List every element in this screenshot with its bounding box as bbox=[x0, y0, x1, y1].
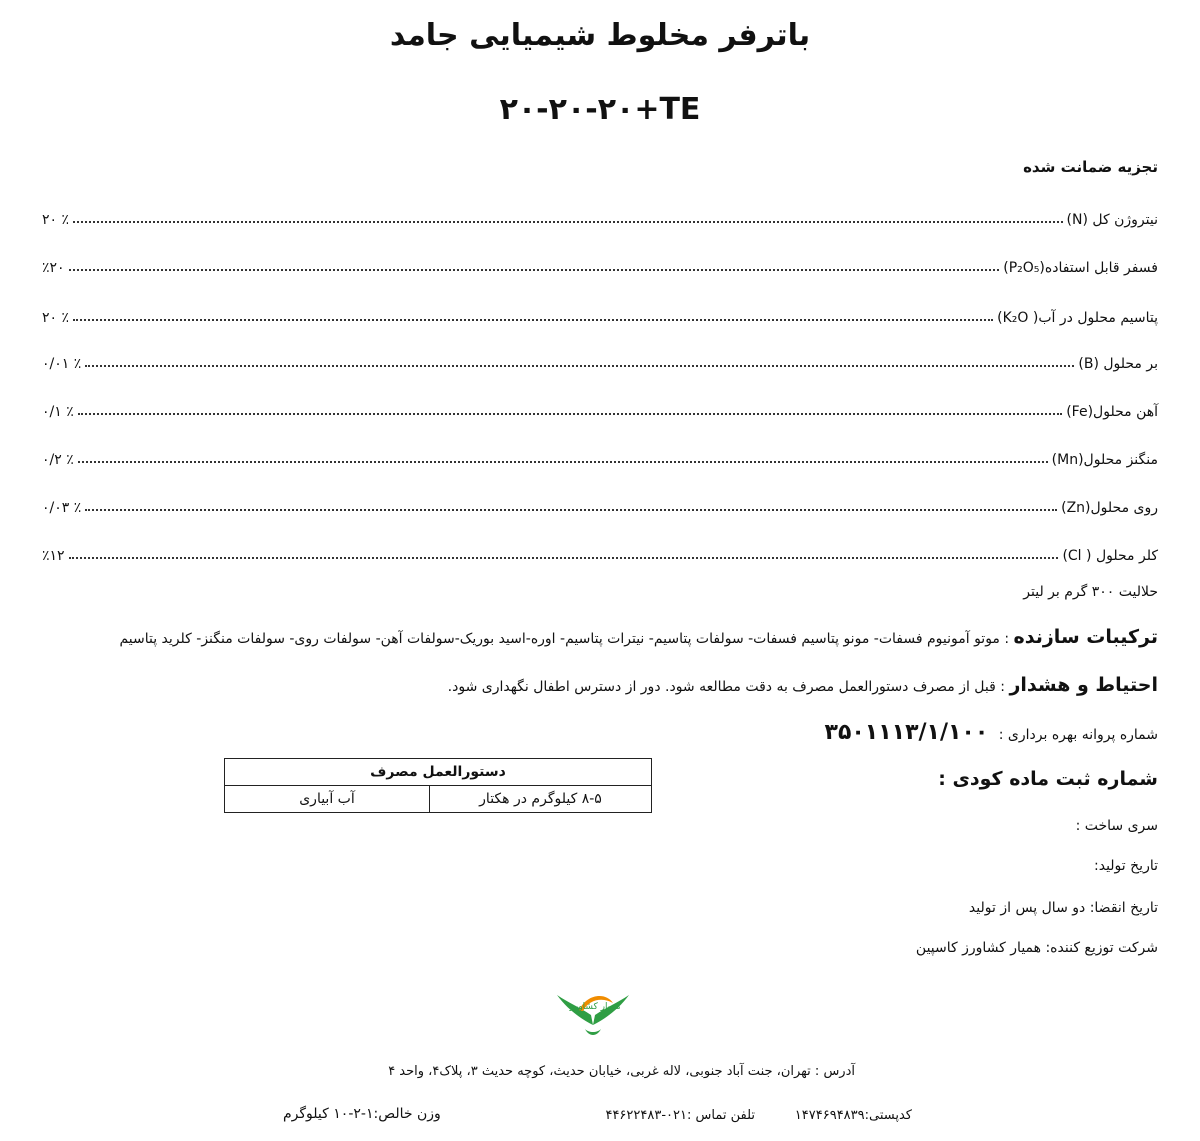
analysis-row-potassium bbox=[42, 302, 1158, 326]
solubility-text: حلالیت ۳۰۰ گرم بر لیتر bbox=[1023, 584, 1158, 600]
analysis-value: ٪ ۰/۱ bbox=[42, 404, 74, 420]
ingredients-line bbox=[119, 626, 1158, 648]
batch-text: سری ساخت : bbox=[1075, 818, 1158, 834]
analysis-label: روی محلول(Zn) bbox=[1061, 500, 1158, 516]
analysis-row-nitrogen bbox=[42, 204, 1158, 228]
dot-leader bbox=[69, 557, 1059, 559]
ingredients-text: : موتو آمونیوم فسفات- مونو پتاسیم فسفات- سولفات پتاسیم- نیترات پتاسیم- اوره-اسید بوریک-سولفات آهن- سولفات روی- سولفات منگنز- کلرید پتاسیم bbox=[119, 631, 1010, 647]
address-text: آدرس : تهران، جنت آباد جنوبی، لاله غربی، خیابان حدیث، کوچه حدیث ۳، پلاک۴، واحد ۴ bbox=[388, 1064, 855, 1079]
caution-line bbox=[448, 674, 1158, 696]
dot-leader bbox=[78, 461, 1048, 463]
analysis-label: نیتروژن کل (N) bbox=[1066, 212, 1158, 228]
analysis-row-boron bbox=[42, 348, 1158, 372]
registration-line bbox=[938, 768, 1158, 790]
expiry-text: تاریخ انقضا: دو سال پس از تولید bbox=[968, 900, 1158, 916]
logo-text: همیار کشاورز bbox=[569, 1002, 621, 1012]
usage-rate-cell: ۸-۵ کیلوگرم در هکتار bbox=[429, 786, 651, 813]
usage-method-cell: آب آبیاری bbox=[225, 786, 430, 813]
phone-text: تلفن تماس :۰۲۱-۴۴۶۲۲۴۸۳ bbox=[605, 1108, 755, 1123]
usage-table bbox=[224, 758, 652, 813]
distributor-text: شرکت توزیع کننده: همیار کشاورز کاسپین bbox=[915, 940, 1158, 956]
analysis-label: بر محلول (B) bbox=[1078, 356, 1158, 372]
dot-leader bbox=[85, 509, 1057, 511]
production-date-text: تاریخ تولید: bbox=[1094, 858, 1158, 874]
document-title: باترفر مخلوط شیمیایی جامد bbox=[389, 18, 811, 53]
permit-label: شماره پروانه بهره برداری : bbox=[998, 727, 1158, 743]
formula-title: ۲۰-۲۰-۲۰+TE bbox=[499, 92, 701, 127]
analysis-row-iron bbox=[42, 396, 1158, 420]
company-logo bbox=[555, 985, 631, 1043]
analysis-row-manganese bbox=[42, 444, 1158, 468]
analysis-value: ٪ ۰/۲ bbox=[42, 452, 74, 468]
dot-leader bbox=[78, 413, 1062, 415]
ingredients-label: ترکیبات سازنده bbox=[1013, 626, 1158, 648]
dot-leader bbox=[85, 365, 1074, 367]
analysis-label: آهن محلول(Fe) bbox=[1066, 404, 1158, 420]
analysis-label: فسفر قابل استفاده(P₂O₅) bbox=[1003, 260, 1158, 276]
analysis-label: منگنز محلول(Mn) bbox=[1051, 452, 1158, 468]
analysis-heading: تجزیه ضمانت شده bbox=[1023, 158, 1158, 176]
dot-leader bbox=[73, 221, 1063, 223]
analysis-value: ٪ ۲۰ bbox=[42, 212, 70, 228]
analysis-value: ٪۱۲ bbox=[42, 548, 65, 564]
registration-label: شماره ثبت ماده کودی : bbox=[938, 768, 1158, 790]
analysis-row-chlorine bbox=[42, 540, 1158, 564]
caution-text: : قبل از مصرف دستورالعمل مصرف به دقت مطالعه شود. دور از دسترس اطفال نگهداری شود. bbox=[447, 679, 1005, 695]
analysis-value: ٪۲۰ bbox=[42, 260, 65, 276]
analysis-row-phosphorus bbox=[42, 252, 1158, 276]
analysis-value: ٪ ۲۰ bbox=[42, 310, 70, 326]
analysis-row-zinc bbox=[42, 492, 1158, 516]
postal-code-text: کدپستی:۱۴۷۴۶۹۴۸۳۹ bbox=[794, 1108, 912, 1123]
permit-number: ۳۵۰۱۱۱۳/۱/۱۰۰ bbox=[824, 720, 989, 745]
permit-line bbox=[825, 720, 1158, 745]
caution-label: احتیاط و هشدار bbox=[1009, 674, 1158, 696]
analysis-value: ٪ ۰/۰۱ bbox=[42, 356, 82, 372]
analysis-value: ٪ ۰/۰۳ bbox=[42, 500, 82, 516]
usage-table-header: دستورالعمل مصرف bbox=[225, 759, 652, 786]
analysis-label: پتاسیم محلول در آب( K₂O) bbox=[997, 310, 1158, 326]
net-weight-text: وزن خالص:۱-۲-۱۰ کیلوگرم bbox=[283, 1106, 441, 1122]
dot-leader bbox=[69, 269, 1000, 271]
dot-leader bbox=[73, 319, 993, 321]
analysis-label: کلر محلول ( Cl) bbox=[1062, 548, 1158, 564]
